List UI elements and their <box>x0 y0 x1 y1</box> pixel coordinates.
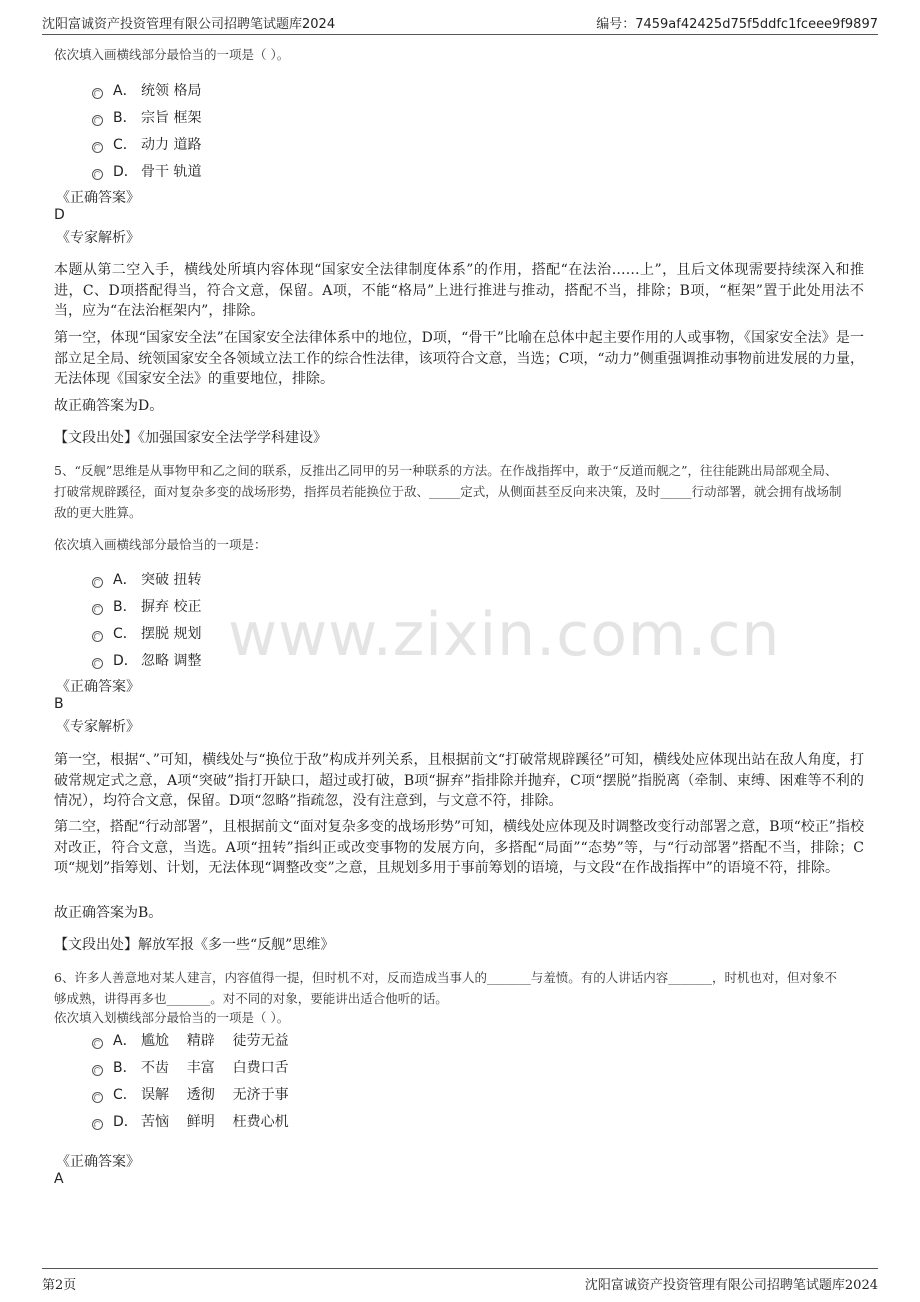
q4-option-c[interactable] <box>92 134 201 154</box>
radio-icon[interactable] <box>92 577 103 588</box>
q6-stem-line-2: 够成熟，讲得再多也_______。对不同的对象，要能讲出适合他听的话。 <box>54 991 448 1006</box>
option-text: 统领 格局 <box>141 83 202 99</box>
option-text: 误解 透彻 无济于事 <box>141 1087 289 1103</box>
q5-source: 【文段出处】解放军报《多一些“反舰”思维》 <box>54 937 335 953</box>
radio-icon[interactable] <box>92 1065 103 1076</box>
option-text: 摆脱 规划 <box>141 626 202 642</box>
radio-icon[interactable] <box>92 631 103 642</box>
q4-analysis-para-3: 故正确答案为D。 <box>54 398 164 414</box>
q4-option-b[interactable] <box>92 107 201 127</box>
radio-icon[interactable] <box>92 604 103 615</box>
q6-prompt: 依次填入划横线部分最恰当的一项是（ ）。 <box>54 1010 290 1025</box>
option-letter: C． <box>113 1087 137 1103</box>
q6-option-d[interactable] <box>92 1111 289 1131</box>
option-letter: B． <box>113 599 137 615</box>
q5-stem-line-3: 敌的更大胜算。 <box>54 505 142 520</box>
q6-stem <box>54 967 870 1009</box>
q5-stem-line-2: 打破常规辟蹊径，面对复杂多变的战场形势，指挥员若能换位于敌、_____定式，从侧面甚至反向来决策，及时_____行动部署，就会拥有战场制 <box>54 484 842 499</box>
option-letter: B． <box>113 1060 137 1076</box>
q6-option-c[interactable] <box>92 1084 289 1104</box>
option-letter: C． <box>113 626 137 642</box>
q6-answer-label: 《正确答案》 <box>56 1154 140 1170</box>
q5-analysis-para-1: 第一空，根据“、”可知，横线处与“换位于敌”构成并列关系，且根据前文“打破常规辟蹊径”可知，横线处应体现出站在敌人角度，打破常规定式之意，A项“突破”指打开缺口，超过或打破，B项“摒弃”指排除并抛弃，C项“摆脱”指脱离（牵制、束缚、困难等不利的情况），均符合文意，保留。D项“忽略”指疏忽，没有注意到，与文意不符，排除。 <box>54 752 864 809</box>
option-letter: C． <box>113 137 137 153</box>
q5-stem <box>54 460 870 523</box>
radio-icon[interactable] <box>92 658 103 669</box>
option-text: 骨干 轨道 <box>141 164 202 180</box>
q4-option-d[interactable] <box>92 161 201 181</box>
q5-analysis-para-2: 第二空，搭配“行动部署”，且根据前文“面对复杂多变的战场形势”可知，横线处应体现及时调整改变行动部署之意，B项“校正”指校对改正，符合文意，当选。A项“扭转”指纠正或改变事物的发展方向，多搭配“局面”“态势”等，与“行动部署”搭配不当，排除；C项“规划”指筹划、计划，无法体现“调整改变”之意，且规划多用于事前筹划的语境，与文段“在作战指挥中”的语境不符，排除。 <box>54 819 864 876</box>
q5-analysis-para-3: 故正确答案为B。 <box>54 905 163 921</box>
radio-icon[interactable] <box>92 1092 103 1103</box>
radio-icon[interactable] <box>92 115 103 126</box>
option-text: 摒弃 校正 <box>141 599 202 615</box>
header-serial: 编号：7459af42425d75f5ddfc1fceee9f9897 <box>596 17 878 32</box>
option-letter: D． <box>113 164 138 180</box>
q4-prompt: 依次填入画横线部分最恰当的一项是（ ）。 <box>54 47 290 62</box>
watermark: www.zixin.com.cn <box>228 600 781 670</box>
option-text: 宗旨 框架 <box>141 110 202 126</box>
option-text: 动力 道路 <box>141 137 202 153</box>
q5-option-a[interactable] <box>92 569 201 589</box>
radio-icon[interactable] <box>92 1038 103 1049</box>
option-letter: A． <box>113 83 137 99</box>
option-text: 突破 扭转 <box>141 572 202 588</box>
q4-answer-label: 《正确答案》 <box>56 190 140 206</box>
q5-option-b[interactable] <box>92 596 201 616</box>
q4-analysis-para-2: 第一空，体现“国家安全法”在国家安全法律体系中的地位，D项，“骨干”比喻在总体中起主要作用的人或事物，《国家安全法》是一部立足全局、统领国家安全各领域立法工作的综合性法律，该项符合文意，当选；C项，“动力”侧重强调推动事物前进发展的力量，无法体现《国家安全法》的重要地位，排除。 <box>54 330 864 387</box>
option-text: 不齿 丰富 白费口舌 <box>141 1060 289 1076</box>
header-title: 沈阳富诚资产投资管理有限公司招聘笔试题库2024 <box>42 17 336 32</box>
q5-analysis-label: 《专家解析》 <box>56 719 140 735</box>
q4-analysis-para-1: 本题从第二空入手，横线处所填内容体现“国家安全法律制度体系”的作用，搭配“在法治……上”，且后文体现需要持续深入和推进，C、D项搭配得当，符合文意，保留。A项，不能“格局”上进行推进与推动，搭配不当，排除；B项，“框架”置于此处用法不当，应为“在法治框架内”，排除。 <box>54 262 864 319</box>
radio-icon[interactable] <box>92 169 103 180</box>
q5-option-d[interactable] <box>92 650 201 670</box>
q4-analysis-label: 《专家解析》 <box>56 230 140 246</box>
option-text: 苦恼 鲜明 枉费心机 <box>141 1114 289 1130</box>
q5-answer-label: 《正确答案》 <box>56 679 140 695</box>
option-text: 忽略 调整 <box>141 653 202 669</box>
q5-stem-line-1: 5、“反舰”思维是从事物甲和乙之间的联系，反推出乙同甲的另一种联系的方法。在作战指挥中，敢于“反道而舰之”，往往能跳出局部观全局、 <box>54 463 838 478</box>
radio-icon[interactable] <box>92 88 103 99</box>
radio-icon[interactable] <box>92 1119 103 1130</box>
q5-answer: B <box>54 696 64 712</box>
q6-option-a[interactable] <box>92 1030 289 1050</box>
q4-answer: D <box>54 207 65 223</box>
q5-option-c[interactable] <box>92 623 201 643</box>
radio-icon[interactable] <box>92 142 103 153</box>
q5-prompt: 依次填入画横线部分最恰当的一项是： <box>54 537 267 552</box>
q4-option-a[interactable] <box>92 80 201 100</box>
page-footer <box>42 1268 878 1293</box>
q6-stem-line-1: 6、许多人善意地对某人建言，内容值得一提，但时机不对，反而造成当事人的_______与羞愤。有的人讲话内容_______，时机也对，但对象不 <box>54 970 837 985</box>
q6-answer: A <box>54 1171 64 1187</box>
q4-source: 【文段出处】《加强国家安全法学学科建设》 <box>54 430 327 446</box>
option-letter: A． <box>113 572 137 588</box>
footer-title: 沈阳富诚资产投资管理有限公司招聘笔试题库2024 <box>584 1278 878 1293</box>
option-letter: D． <box>113 653 138 669</box>
page-number: 第2页 <box>42 1278 77 1293</box>
option-letter: A． <box>113 1033 137 1049</box>
option-letter: B． <box>113 110 137 126</box>
q6-option-b[interactable] <box>92 1057 289 1077</box>
option-text: 尴尬 精辟 徒劳无益 <box>141 1033 289 1049</box>
option-letter: D． <box>113 1114 138 1130</box>
page-header <box>42 10 878 35</box>
